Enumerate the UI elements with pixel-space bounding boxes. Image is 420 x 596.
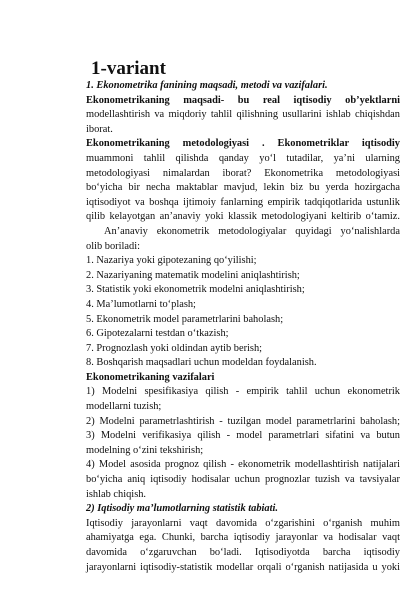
text-line: modellarni tuzish;	[86, 401, 162, 413]
text-line: 8. Boshqarish maqsadlari uchun modeldan foydalanish.	[86, 357, 317, 369]
text-line: 3) Modelni verifikasiya qilish - model parametrlari sifatini va butun	[86, 430, 400, 442]
text-line: ishlab chiqish.	[86, 488, 147, 500]
document-page	[86, 59, 400, 575]
text-line: 1) Modelni spesifikasiya qilish - empirik tahlil uchun ekonometrik	[86, 386, 400, 398]
text-line: 4) Model asosida prognoz qilish - ekonometrik modellashtirish natijalari	[86, 459, 400, 471]
text-line: 6. Gipotezalarni testdan o‘tkazish;	[86, 328, 229, 340]
text-line: Iqtisodiy jarayonlarni vaqt davomida o‘zgarishini o‘rganish muhim	[86, 517, 400, 529]
text-line: qilib kelayotgan an’anaviy yoki klassik metodologiyani keltirib o‘tamiz.	[86, 211, 400, 223]
text-line: modellashtirish va miqdoriy tahlil qilishning usullarini ishlab chiqishdan	[86, 109, 400, 121]
text-line: 1. Nazariya yoki gipotezaning qo‘yilishi;	[86, 255, 257, 267]
text-line: 3. Statistik yoki ekonometrik modelni aniqlashtirish;	[86, 284, 305, 296]
text-line: An’anaviy ekonometrik metodologiyalar quyidagi yo‘nalishlarda	[104, 225, 400, 237]
text-line: Ekonometrikaning maqsadi- bu real iqtisodiy ob’yektlarni	[86, 94, 400, 106]
text-line: bo‘yicha aniq iqtisodiy hodisalar uchun prognozlar tuzish va tavsiyalar	[86, 474, 400, 486]
text-line: muammoni tahlil qilishda qanday yo‘l tutadilar, ya’ni ularning	[86, 152, 400, 164]
text-line: 2. Nazariyaning matematik modelini aniqlashtirish;	[86, 269, 300, 281]
text-line: 1. Ekonometrika fanining maqsadi, metodi va vazifalari.	[86, 80, 328, 91]
text-line: 7. Prognozlash yoki oldindan aytib berish;	[86, 342, 263, 354]
text-line: 5. Ekonometrik model parametrlarini baholash;	[86, 313, 284, 325]
text-line: 2) Modelni parametrlashtirish - tuzilgan model parametrlarini baholash;	[86, 415, 400, 427]
text-line: modelning o‘zini tekshirish;	[86, 444, 204, 456]
text-line: Ekonometrikaning metodologiyasi . Ekonometriklar iqtisodiy	[86, 138, 400, 150]
text-line: davomida o‘zgaruvchan bo‘ladi. Iqtisodiyotda barcha iqtisodiy	[86, 547, 400, 558]
text-line: iborat.	[86, 123, 113, 135]
text-line: jarayonlarni iqtisodiy-statistik modellar orqali o‘rganish natijasida u yoki	[86, 561, 400, 573]
text-line: 2) Iqtisodiy ma’lumotlarning statistik tabiati.	[86, 503, 278, 515]
text-line: iqtisodiyot va boshqa ijtimoiy fanlarning empirik tadqiqotlarida ustunlik	[86, 196, 400, 208]
text-line: 4. Ma’lumotlarni to‘plash;	[86, 298, 196, 310]
document-body	[86, 79, 400, 575]
page-title: 1-variant	[91, 58, 166, 79]
text-line: olib boriladi:	[86, 240, 140, 252]
text-line: Ekonometrikaning vazifalari	[86, 371, 215, 383]
text-line: bo‘yicha bir necha maktablar mavjud, lekin biz bu yerda hozirgacha	[86, 182, 400, 194]
text-line: metodologiyasi nimalardan iborat? Ekonometrika metodologiyasi	[86, 167, 400, 179]
text-line: ahamiyatga ega. Chunki, barcha iqtisodiy jarayonlar va hodisalar vaqt	[86, 532, 400, 544]
